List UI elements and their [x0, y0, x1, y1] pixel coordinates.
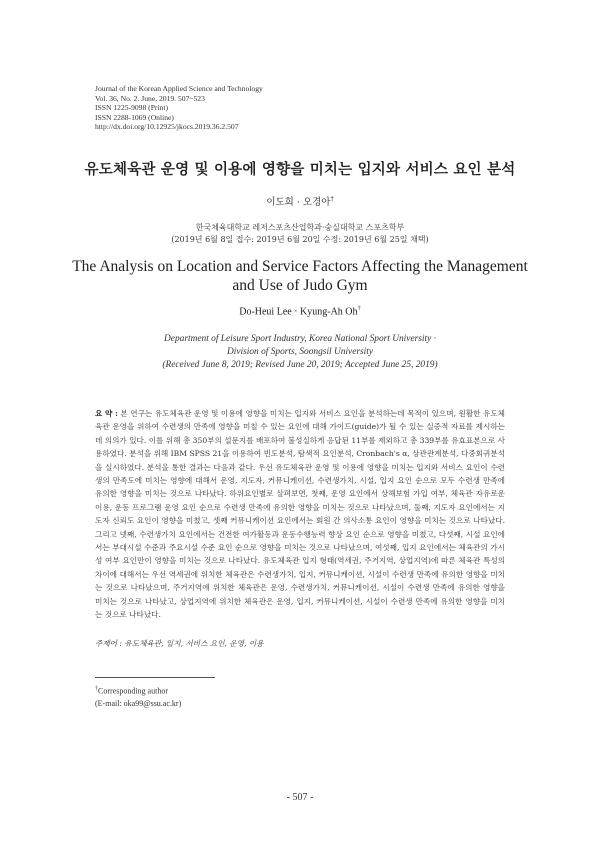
corresponding-mark-en: † — [357, 305, 361, 312]
korean-dates: (2019년 6월 8일 접수: 2019년 6월 20일 수정: 2019년 6월 25일 채택) — [171, 235, 429, 244]
footnote-corresponding: Corresponding author — [98, 686, 168, 696]
korean-affiliation-block — [0, 222, 600, 246]
korean-affiliation: 한국체육대학교 레저스포츠산업학과·숭실대학교 스포츠학부 — [195, 223, 405, 232]
english-title — [0, 257, 600, 295]
english-dates: (Received June 8, 2019; Revised June 20, 2019; Accepted June 25, 2019) — [162, 360, 438, 370]
keywords-text: 유도체육관, 입지, 서비스 요인, 운영, 이용 — [124, 639, 264, 648]
keywords — [95, 638, 505, 649]
journal-doi[interactable]: http://dx.doi.org/10.12925/jkocs.2019.36.2.507 — [95, 122, 239, 132]
korean-author-names: 이도희 · 오경아 — [266, 197, 331, 208]
journal-info — [95, 84, 515, 132]
english-title-line-2: and Use of Judo Gym — [232, 277, 368, 294]
abstract — [95, 407, 505, 622]
page-number: - 507 - — [286, 792, 314, 803]
english-author-names: Do-Heui Lee · Kyung-Ah Oh — [239, 306, 358, 318]
english-affiliation-block — [0, 333, 600, 372]
english-authors — [0, 305, 600, 317]
journal-volume: Vol. 36, No. 2. June, 2019. 507~523 — [95, 93, 205, 103]
journal-issn-print: ISSN 1225-9098 (Print) — [95, 103, 168, 113]
footnote — [95, 683, 395, 710]
english-affiliation-line-1: Department of Leisure Sport Industry, Korea National Sport University · — [164, 334, 436, 344]
footnote-mark: † — [95, 686, 98, 692]
english-title-line-1: The Analysis on Location and Service Factors Affecting the Management — [72, 258, 528, 275]
abstract-text: 본 연구는 유도체육관 운영 및 이용에 영향을 미치는 입지와 서비스 요인을 분석하는데 목적이 있으며, 원활한 유도체육관 운영을 위하여 수련생의 만족에 영향을 미칠 수 있는 요인에 대해 가이드(guide)가 될 수 있는 실증적 자료를 제시하는데 의의가 있다. 이를 위해 총 350부의 설문지를 배포하여 불성실하게 응답된 11부를 제외하고 총 339부를 유효표본으로 사용하였다. 분석을 위해 IBM SPSS 21을 이용하여 빈도분석, 탐색적 요인분석, Cronbach's α, 상관관계분석, 다중회귀분석을 실시하였다. 분석을 통한 결과는 다음과 같다. 우선 유도체육관 운영 및 이용에 영향을 미치는 입지와 서비스 요인이 수련생의 만족도에 미치는 영향에 대해서 운영, 지도자, 커뮤니케이션, 수련생가치, 시설, 입지 요인 순으로 모두 수련생 만족에 유의한 영향을 미치는 것으로 나타났다. 하위요인별로 살펴보면, 첫째, 운영 요인에서 상해보험 가입 여부, 체육관 자유로운 이용, 운동 프로그램 운영 요인 순으로 수련생 만족에 유의한 영향을 미치는 것으로 나타났으며, 둘째, 지도자 요인에서는 지도자 신뢰도 요인이 영향을 미쳤고, 셋째 커뮤니케이션 요인에서는 회원 간 의사소통 요인이 영향을 미치는 것으로 나타났다. 그리고 넷째, 수련생가치 요인에서는 건전한 여가활동과 운동수행능력 향상 요인 순으로 영향을 미쳤고, 다섯째, 시설 요인에서는 부대시설 수준과 주요시설 수준 요인 순으로 영향을 미치는 것으로 나타났으며, 여섯째, 입지 요인에서는 체육관의 가시성 여부 요인만이 영향을 미치는 것으로 나타났다. 유도체육관 입지 형태(역세권, 주거지역, 상업지역)에 따른 체육관 특성의 차이에 대해서는 우선 역세권에 위치한 체육관은 수련생가치, 입지, 커뮤니케이션, 시설이 수련생 만족에 유의한 영향을 미치는 것으로 나타났으며, 주거지역에 위치한 체육관은 운영, 수련생가치, 커뮤니케이션, 시설이 수련생 만족에 유의한 영향을 미치는 것으로 나타났고, 상업지역에 위치한 체육관은 운영, 입지, 커뮤니케이션, 시설이 수련생 만족에 유의한 영향을 미치는 것으로 나타났다. — [95, 409, 506, 620]
journal-issn-online: ISSN 2288-1069 (Online) — [95, 112, 174, 122]
journal-name: Journal of the Korean Applied Science and Technology — [95, 84, 263, 93]
footnote-email: (E-mail: oka99@ssu.ac.kr) — [95, 698, 182, 708]
abstract-label: 요 약 : — [95, 409, 118, 418]
keywords-label: 주제어 : — [95, 639, 122, 648]
korean-authors — [0, 194, 600, 208]
corresponding-mark: † — [330, 194, 334, 203]
footnote-divider — [95, 677, 215, 678]
korean-title: 유도체육관 운영 및 이용에 영향을 미치는 입지와 서비스 요인 분석 — [84, 161, 516, 178]
english-affiliation-line-2: Division of Sports, Soongsil University — [226, 347, 374, 357]
